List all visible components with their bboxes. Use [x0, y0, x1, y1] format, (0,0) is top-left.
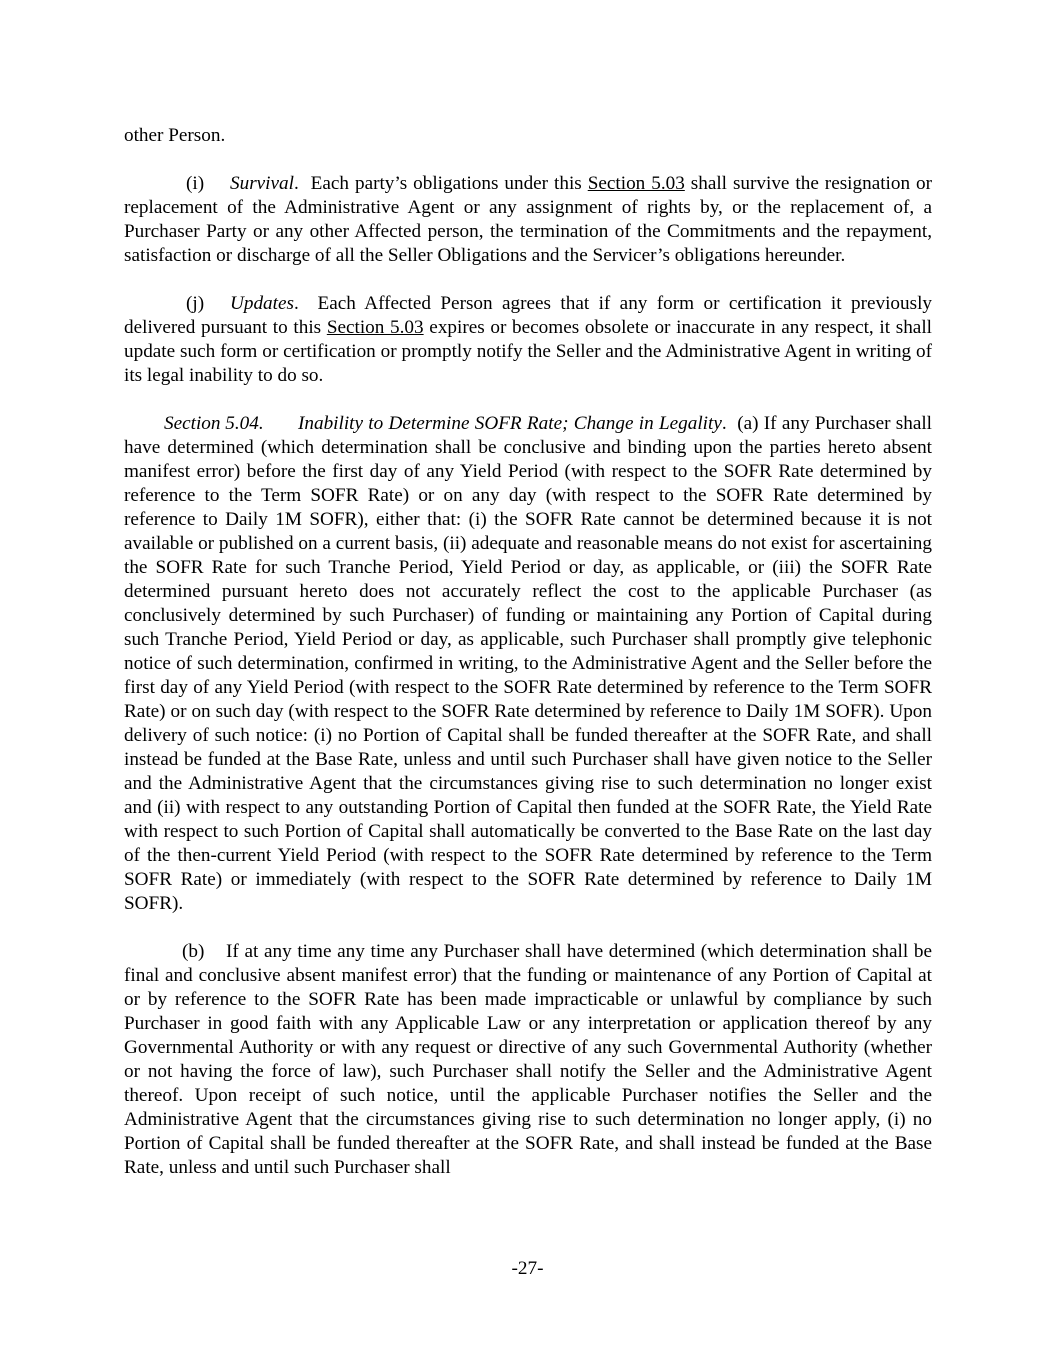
- section-title: Inability to Determine SOFR Rate; Change in Legality: [298, 413, 722, 434]
- paragraph-j-updates: (j) Updates. Each Affected Person agrees that if any form or certification it previously delivered pursuant to this Section 5.03 expires or becomes obsolete or inaccurate in any respect, it shall update such form or certification or promptly notify the Seller and the Administrative Agent in writing of its legal inability to do so.: [124, 293, 932, 386]
- paragraph-body: If at any time any time any Purchaser shall have determined (which determination shall be final and conclusive absent manifest error) that the funding or maintenance of any Portion of Capital at or by reference to the SOFR Rate has been made impracticable or unlawful by compliance by such Purchaser in good faith with any Applicable Law or any interpretation or application thereof by any Governmental Authority or with any request or directive of any such Governmental Authority (whether or not having the force of law), such Purchaser shall notify the Seller and the Administrative Agent thereof. Upon receipt of such notice, until the applicable Purchaser notifies the Seller and the Administrative Agent that the circumstances giving rise to such determination no longer apply, (i) no Portion of Capital shall be funded thereafter at the SOFR Rate, and shall instead be funded at the Base Rate, unless and until such Purchaser shall: [124, 941, 932, 1178]
- paragraph-i-survival: (i) Survival. Each party’s obligations under this Section 5.03 shall survive the resignation or replacement of the Administrative Agent or any assignment of rights by, or the replacement of, a Purchaser Party or any other Affected person, the termination of the Commitments and the repayment, satisfaction or discharge of all the Seller Obligations and the Servicer’s obligations hereunder.: [124, 173, 933, 266]
- paragraph-label: (j): [186, 293, 205, 314]
- section-reference: Section 5.03: [326, 317, 424, 338]
- opening-fragment: other Person.: [124, 125, 226, 146]
- paragraph-heading: Updates: [230, 293, 294, 314]
- paragraph-heading: Survival: [230, 173, 294, 194]
- paragraph-label: (b): [182, 941, 205, 962]
- paragraph-b: [124, 940, 932, 1180]
- page-number: -27-: [511, 1258, 544, 1279]
- section-reference: Section 5.03: [587, 173, 685, 194]
- document-page: [124, 124, 932, 1204]
- section-body: (a) If any Purchaser shall have determined (which determination shall be conclusive and binding upon the parties hereto absent manifest error) before the first day of any Yield Period (with respect to the SOFR Rate determined by reference to the Term SOFR Rate) or on any day (with respect to the SOFR Rate determined by reference to Daily 1M SOFR), either that: (i) the SOFR Rate cannot be determined because it is not available or published on a current basis, (ii) adequate and reasonable means do not exist for ascertaining the SOFR Rate for such Tranche Period, Yield Period or day, as applicable, or (iii) the SOFR Rate determined pursuant hereto does not accurately reflect the cost to the applicable Purchaser (as conclusively determined by such Purchaser) of funding or maintaining any Portion of Capital during such Tranche Period, Yield Period or day, as applicable, such Purchaser shall promptly give telephonic notice of such determination, confirmed in writing, to the Administrative Agent and the Seller before the first day of any Yield Period (with respect to the SOFR Rate determined by reference to the Term SOFR Rate) or on such day (with respect to the SOFR Rate determined by reference to Daily 1M SOFR). Upon delivery of such notice: (i) no Portion of Capital shall be funded thereafter at the SOFR Rate, and shall instead be funded at the Base Rate, unless and until such Purchaser shall have given notice to the Seller and the Administrative Agent that the circumstances giving rise to such determination no longer exist and (ii) with respect to any outstanding Portion of Capital then funded at the SOFR Rate, the Yield Rate with respect to such Portion of Capital shall automatically be converted to the Base Rate on the last day of the then-current Yield Period (with respect to the SOFR Rate determined by reference to the Term SOFR Rate) or immediately (with respect to the SOFR Rate determined by reference to Daily 1M SOFR).: [124, 413, 932, 914]
- section-number: Section 5.04.: [164, 413, 264, 434]
- section-5-04: Section 5.04. Inability to Determine SOFR Rate; Change in Legality. (a) If any Purchaser shall have determined (which determination shall be conclusive and binding upon the parties hereto absent manifest error) before the first day of any Yield Period (with respect to the SOFR Rate determined by reference to the Term SOFR Rate) or on any day (with respect to the SOFR Rate determined by reference to Daily 1M SOFR), either that: (i) the SOFR Rate cannot be determined because it is not available or published on a current basis, (ii) adequate and reasonable means do not exist for ascertaining the SOFR Rate for such Tranche Period, Yield Period or day, as applicable, or (iii) the SOFR Rate determined pursuant hereto does not accurately reflect the cost to the applicable Purchaser (as conclusively determined by such Purchaser) of funding or maintaining any Portion of Capital during such Tranche Period, Yield Period or day, as applicable, such Purchaser shall promptly give telephonic notice of such determination, confirmed in writing, to the Administrative Agent and the Seller before the first day of any Yield Period (with respect to the SOFR Rate determined by reference to the Term SOFR Rate) or on such day (with respect to the SOFR Rate determined by reference to Daily 1M SOFR). Upon delivery of such notice: (i) no Portion of Capital shall be funded thereafter at the SOFR Rate, and shall instead be funded at the Base Rate, unless and until such Purchaser shall have given notice to the Seller and the Administrative Agent that the circumstances giving rise to such determination no longer exist and (ii) with respect to any outstanding Portion of Capital then funded at the SOFR Rate, the Yield Rate with respect to such Portion of Capital shall automatically be converted to the Base Rate on the last day of the then-current Yield Period (with respect to the SOFR Rate determined by reference to the Term SOFR Rate) or immediately (with respect to the SOFR Rate determined by reference to Daily 1M SOFR).: [124, 413, 932, 914]
- paragraph-label: (i): [186, 173, 205, 194]
